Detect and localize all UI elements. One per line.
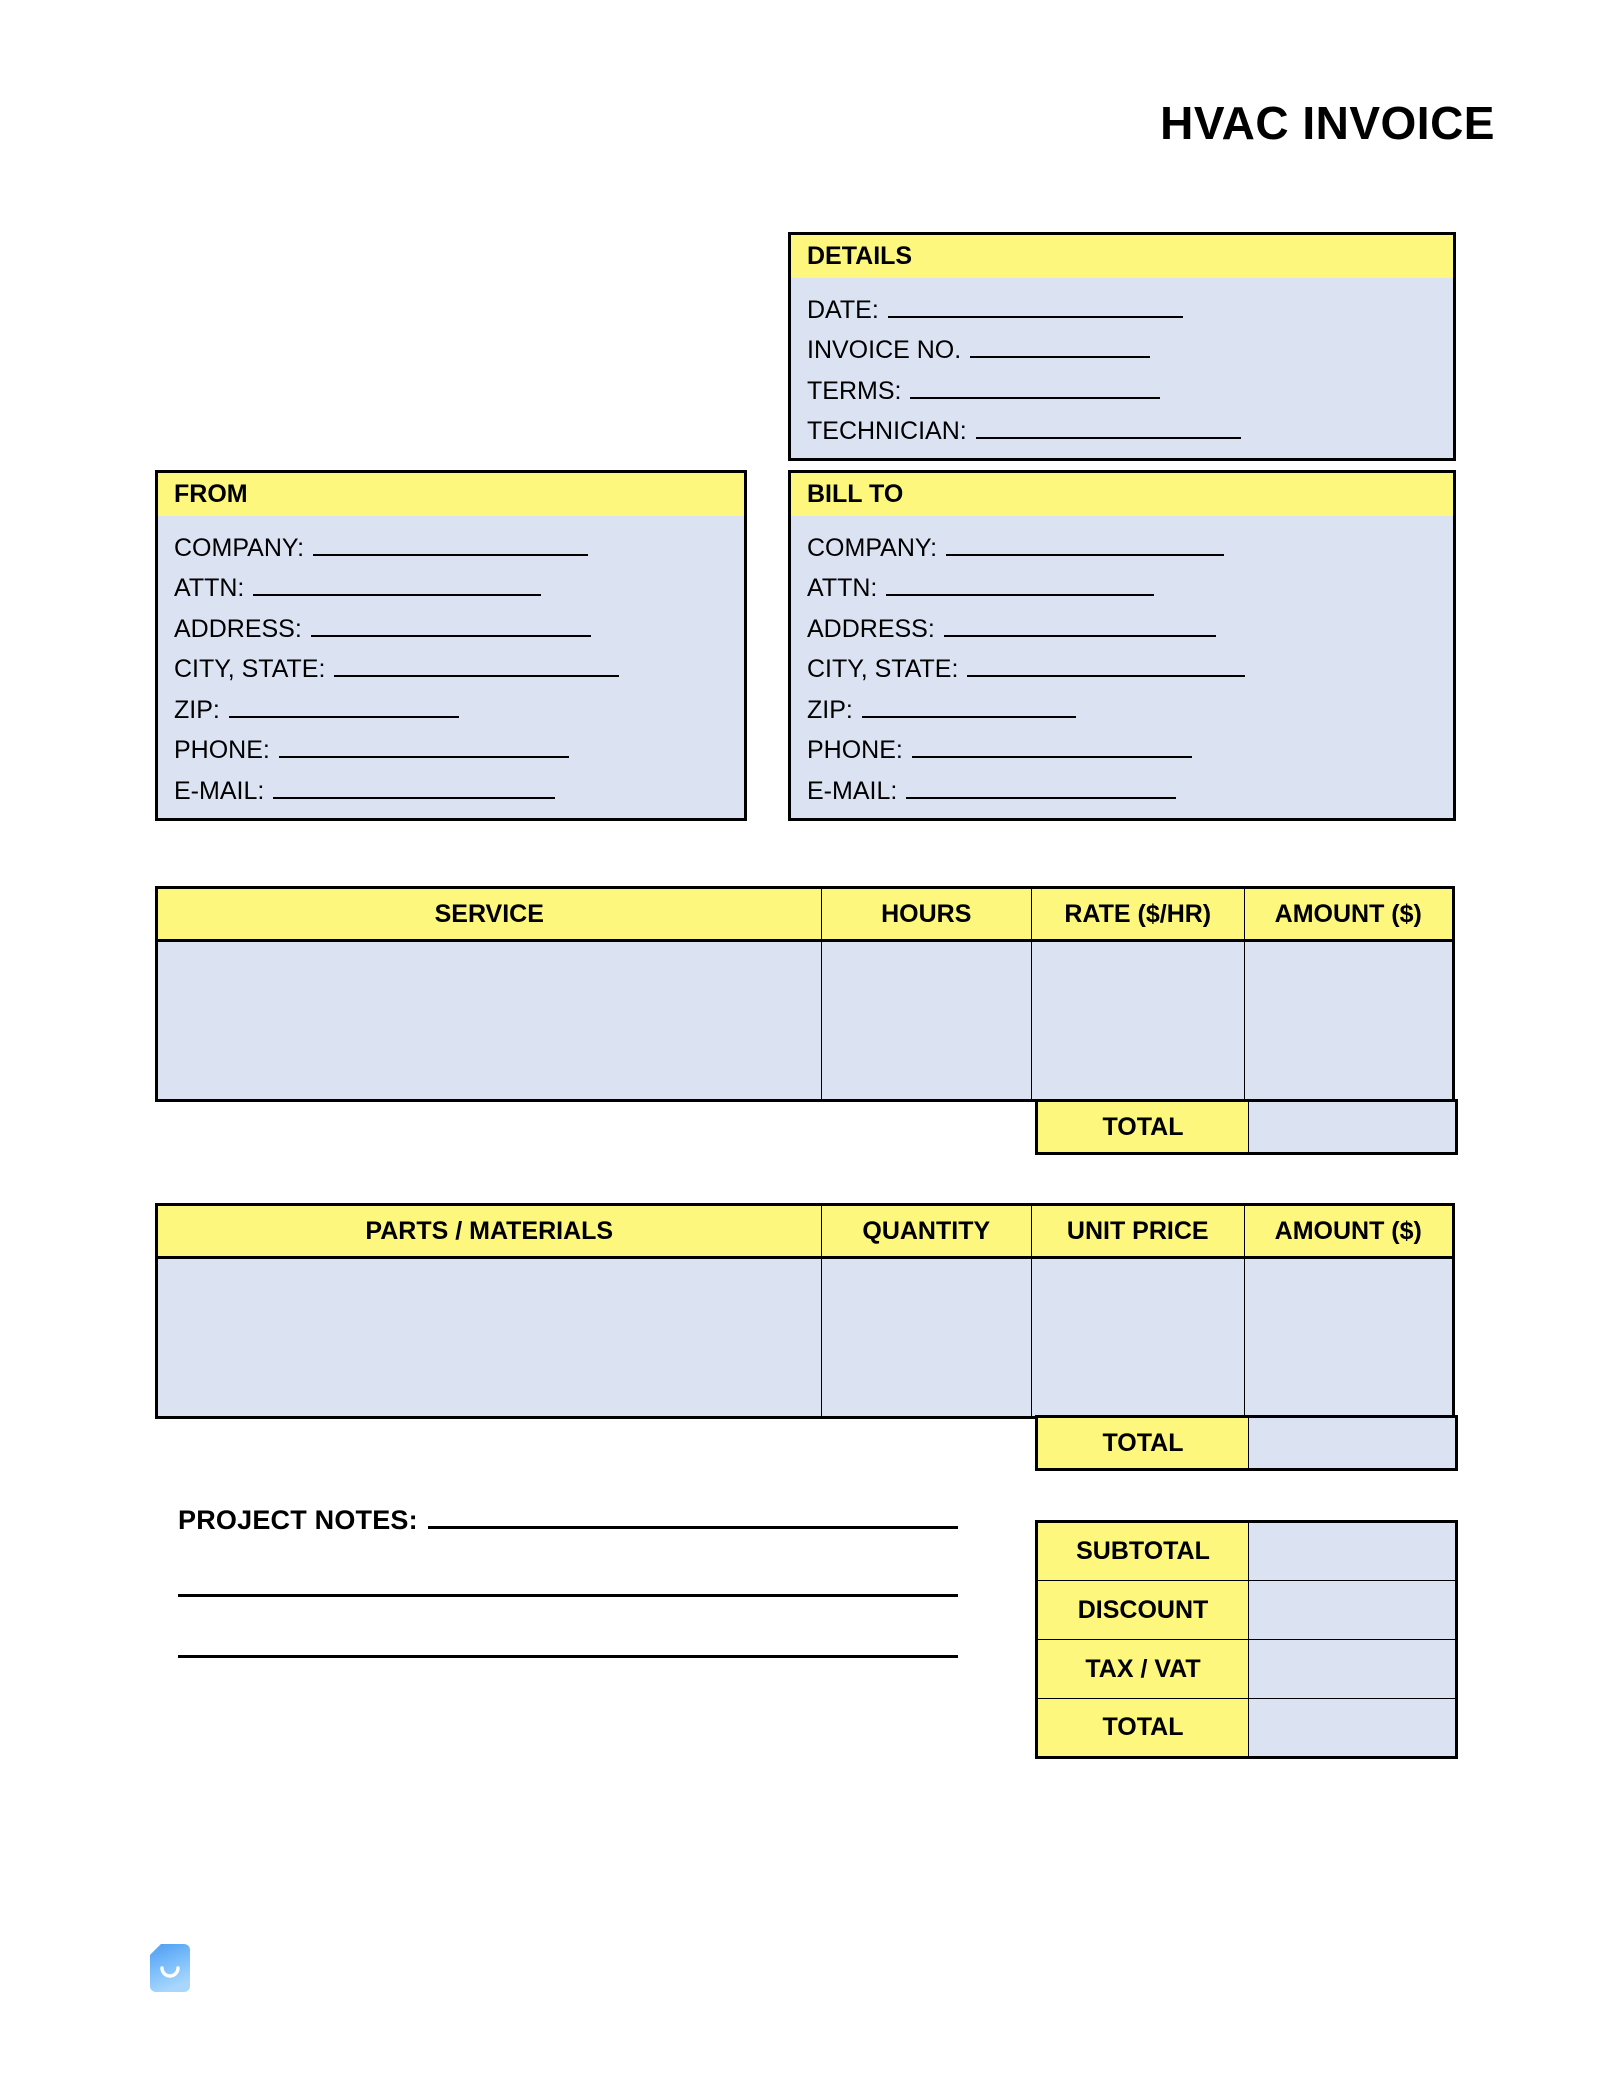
from-panel — [155, 470, 747, 821]
summary-value-total[interactable] — [1249, 1699, 1457, 1758]
from-field-zip-label: ZIP: — [174, 695, 220, 724]
details-panel — [788, 232, 1456, 461]
project-notes-input-1[interactable] — [428, 1508, 958, 1529]
service-col-service: SERVICE — [157, 888, 822, 941]
bill-to-field-company — [807, 528, 1439, 561]
parts-cell-amount[interactable] — [1244, 1258, 1454, 1418]
bill-to-field-address-label: ADDRESS: — [807, 614, 935, 643]
from-field-company-input[interactable] — [313, 528, 588, 556]
field-date-input[interactable] — [888, 290, 1183, 318]
summary-label-tax-vat: TAX / VAT — [1037, 1640, 1249, 1699]
parts-col-quantity: QUANTITY — [821, 1205, 1031, 1258]
bill-to-field-address — [807, 609, 1439, 642]
from-field-company-label: COMPANY: — [174, 533, 305, 562]
from-field-city-state-label: CITY, STATE: — [174, 655, 326, 684]
bill-to-field-city-state — [807, 650, 1439, 683]
field-technician-label: TECHNICIAN: — [807, 417, 967, 446]
bill-to-field-zip-label: ZIP: — [807, 695, 853, 724]
bill-to-field-email-label: E-MAIL: — [807, 776, 898, 805]
from-field-address — [174, 609, 730, 642]
parts-table — [155, 1203, 1455, 1419]
from-field-zip-input[interactable] — [229, 690, 459, 718]
bill-to-field-attn — [807, 569, 1439, 602]
parts-col-amount: AMOUNT ($) — [1244, 1205, 1454, 1258]
parts-total-value[interactable] — [1249, 1417, 1457, 1470]
bill-to-field-email-input[interactable] — [906, 771, 1176, 799]
field-invoice-no-input[interactable] — [970, 331, 1150, 359]
summary-value-tax-vat[interactable] — [1249, 1640, 1457, 1699]
parts-col-parts: PARTS / MATERIALS — [157, 1205, 822, 1258]
from-field-attn-input[interactable] — [253, 569, 541, 597]
from-field-zip — [174, 690, 730, 723]
from-field-phone — [174, 731, 730, 764]
from-field-email-input[interactable] — [273, 771, 555, 799]
service-table-header-row — [157, 888, 1454, 941]
bill-to-field-attn-label: ATTN: — [807, 574, 878, 603]
summary-row-tax-vat — [1037, 1640, 1457, 1699]
parts-total-label: TOTAL — [1037, 1417, 1249, 1470]
bill-to-field-zip — [807, 690, 1439, 723]
bill-to-heading: BILL TO — [791, 473, 1453, 516]
service-cell-rate[interactable] — [1032, 941, 1244, 1101]
service-total-row — [1035, 1099, 1458, 1155]
project-notes-input-3[interactable] — [178, 1655, 958, 1658]
from-field-city-state — [174, 650, 730, 683]
field-date-label: DATE: — [807, 295, 879, 324]
field-invoice-no-label: INVOICE NO. — [807, 336, 962, 365]
from-fields — [158, 516, 744, 818]
bill-to-field-email — [807, 771, 1439, 804]
service-cell-amount[interactable] — [1244, 941, 1454, 1101]
field-terms — [807, 371, 1439, 404]
summary-row-total — [1037, 1699, 1457, 1758]
from-field-attn — [174, 569, 730, 602]
field-invoice-no — [807, 331, 1439, 364]
bill-to-field-company-input[interactable] — [946, 528, 1224, 556]
bill-to-field-city-state-label: CITY, STATE: — [807, 655, 959, 684]
bill-to-field-phone-input[interactable] — [912, 731, 1192, 759]
parts-cell-quantity[interactable] — [821, 1258, 1031, 1418]
summary-row-discount — [1037, 1581, 1457, 1640]
from-field-address-label: ADDRESS: — [174, 614, 302, 643]
from-field-address-input[interactable] — [311, 609, 591, 637]
bill-to-field-phone-label: PHONE: — [807, 736, 903, 765]
bill-to-field-city-state-input[interactable] — [967, 650, 1245, 678]
details-fields — [791, 278, 1453, 458]
from-field-attn-label: ATTN: — [174, 574, 245, 603]
service-col-amount: AMOUNT ($) — [1244, 888, 1454, 941]
field-technician — [807, 412, 1439, 445]
table-row — [157, 1258, 1454, 1418]
service-table — [155, 886, 1455, 1102]
summary-value-discount[interactable] — [1249, 1581, 1457, 1640]
service-cell-service[interactable] — [157, 941, 822, 1101]
summary-value-subtotal[interactable] — [1249, 1522, 1457, 1581]
from-field-phone-input[interactable] — [279, 731, 569, 759]
bill-to-field-attn-input[interactable] — [886, 569, 1154, 597]
summary-label-subtotal: SUBTOTAL — [1037, 1522, 1249, 1581]
from-field-email — [174, 771, 730, 804]
service-col-rate: RATE ($/HR) — [1032, 888, 1244, 941]
service-cell-hours[interactable] — [821, 941, 1031, 1101]
from-heading: FROM — [158, 473, 744, 516]
field-terms-input[interactable] — [910, 371, 1160, 399]
bill-to-field-company-label: COMPANY: — [807, 533, 938, 562]
service-total-label: TOTAL — [1037, 1101, 1249, 1154]
bill-to-field-phone — [807, 731, 1439, 764]
project-notes-input-2[interactable] — [178, 1594, 958, 1597]
bill-to-panel — [788, 470, 1456, 821]
project-notes — [178, 1505, 958, 1658]
parts-table-header-row — [157, 1205, 1454, 1258]
field-date — [807, 290, 1439, 323]
table-row — [157, 941, 1454, 1101]
summary-label-discount: DISCOUNT — [1037, 1581, 1249, 1640]
parts-cell-unit-price[interactable] — [1032, 1258, 1244, 1418]
page-title: HVAC INVOICE — [1160, 97, 1495, 149]
parts-cell-parts[interactable] — [157, 1258, 822, 1418]
field-technician-input[interactable] — [976, 412, 1241, 440]
details-heading: DETAILS — [791, 235, 1453, 278]
project-notes-label: PROJECT NOTES: — [178, 1505, 418, 1535]
service-col-hours: HOURS — [821, 888, 1031, 941]
from-field-city-state-input[interactable] — [334, 650, 619, 678]
bill-to-field-zip-input[interactable] — [862, 690, 1076, 718]
service-total-value[interactable] — [1249, 1101, 1457, 1154]
parts-total-row — [1035, 1415, 1458, 1471]
bill-to-fields — [791, 516, 1453, 818]
parts-col-unit-price: UNIT PRICE — [1032, 1205, 1244, 1258]
from-field-phone-label: PHONE: — [174, 736, 270, 765]
bill-to-field-address-input[interactable] — [944, 609, 1216, 637]
document-smile-icon — [148, 1942, 192, 1994]
summary-row-subtotal — [1037, 1522, 1457, 1581]
from-field-email-label: E-MAIL: — [174, 776, 265, 805]
summary-table — [1035, 1520, 1458, 1759]
project-notes-first-line — [178, 1505, 958, 1536]
field-terms-label: TERMS: — [807, 376, 902, 405]
from-field-company — [174, 528, 730, 561]
summary-label-total: TOTAL — [1037, 1699, 1249, 1758]
